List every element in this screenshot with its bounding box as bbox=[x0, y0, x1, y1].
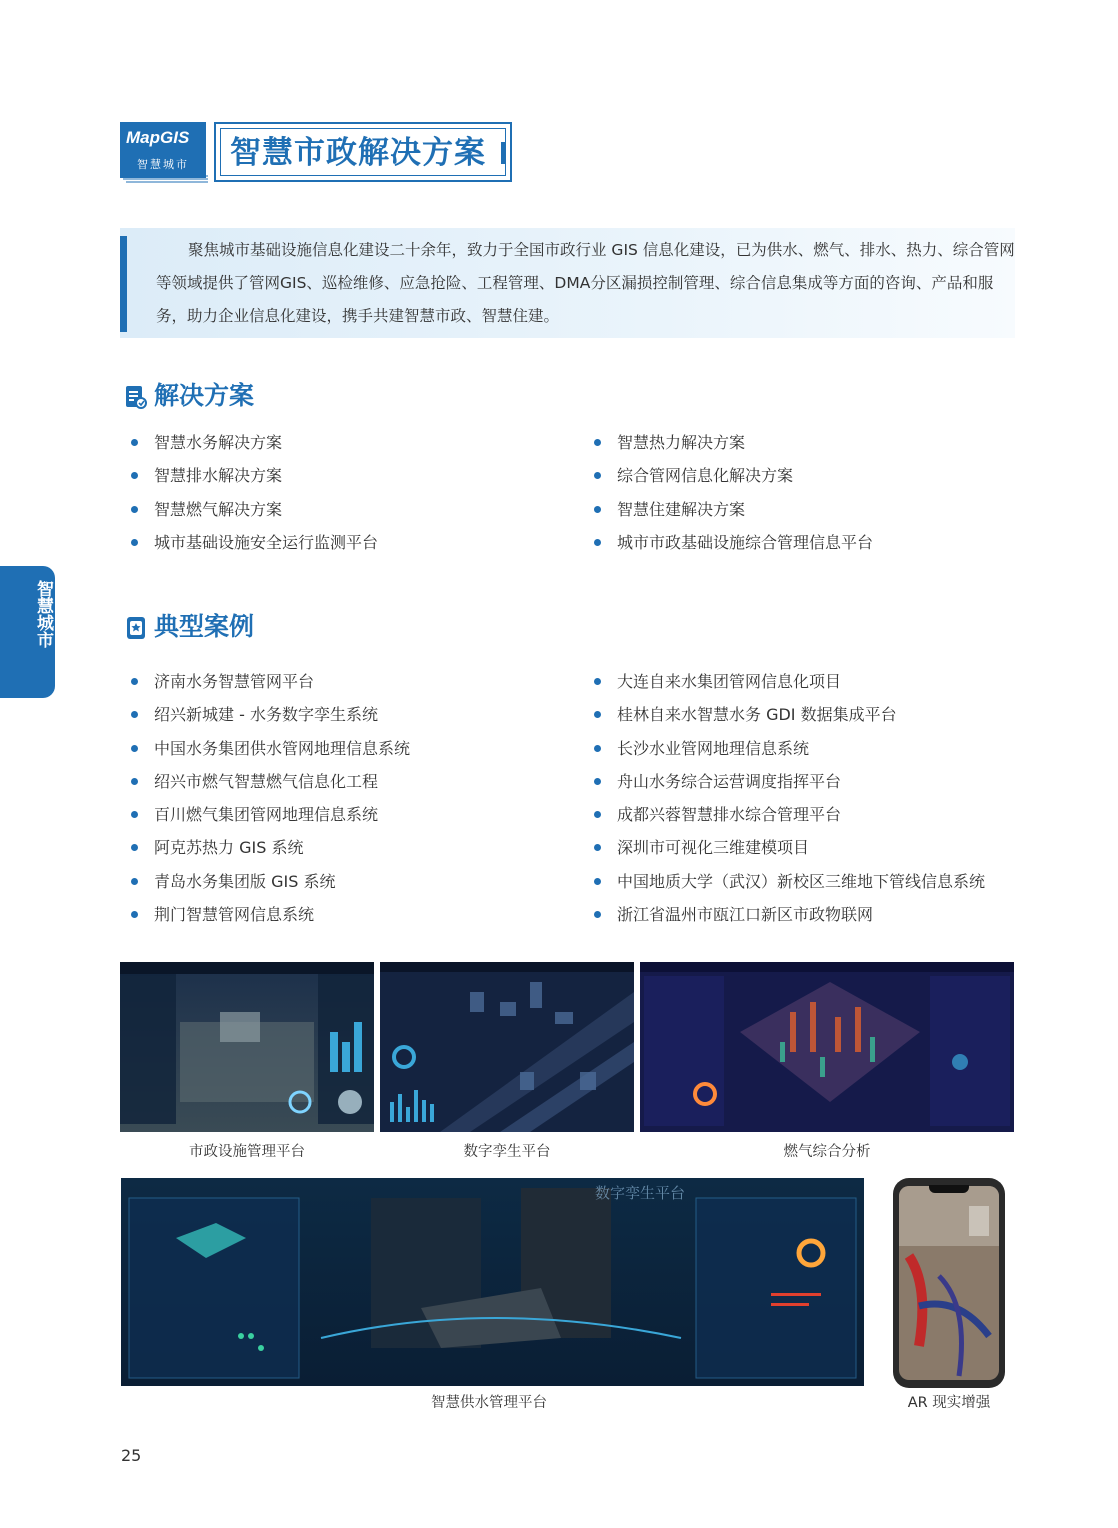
list-item: 浙江省温州市瓯江口新区市政物联网 bbox=[584, 898, 1024, 931]
side-tab bbox=[0, 566, 55, 698]
intro-text: 聚焦城市基础设施信息化建设二十余年，致力于全国市政行业 GIS 信息化建设，已为供水、燃气、排水、热力、综合管网等领域提供了管网GIS、巡检维修、应急抢险、工程管理、DMA分区漏损控制管理、综合信息集成等方面的咨询、产品和服务，助力企业信息化建设，携手共建智慧市政、智慧住建。 bbox=[156, 241, 1015, 325]
list-item: 城市市政基础设施综合管理信息平台 bbox=[584, 526, 1024, 559]
list-item: 智慧排水解决方案 bbox=[121, 459, 561, 492]
cases-heading bbox=[124, 611, 324, 645]
list-item: 智慧燃气解决方案 bbox=[121, 493, 561, 526]
list-item: 智慧热力解决方案 bbox=[584, 426, 1024, 459]
logo-text: MapGIS bbox=[126, 128, 190, 147]
list-item: 青岛水务集团版 GIS 系统 bbox=[121, 865, 561, 898]
cases-title: 典型案例 bbox=[154, 612, 255, 641]
list-item: 舟山水务综合运营调度指挥平台 bbox=[584, 765, 1024, 798]
cases-list-left bbox=[121, 665, 561, 931]
screenshot-digital-twin bbox=[380, 962, 634, 1132]
caption-ar: AR 现实增强 bbox=[907, 1395, 991, 1411]
list-item: 济南水务智慧管网平台 bbox=[121, 665, 561, 698]
list-item: 大连自来水集团管网信息化项目 bbox=[584, 665, 1024, 698]
overlay-text: 数字孪生平台 bbox=[595, 1184, 686, 1202]
solutions-list-left bbox=[121, 426, 561, 559]
intro-panel bbox=[120, 228, 1015, 338]
page-number: 25 bbox=[121, 1446, 142, 1465]
list-item: 深圳市可视化三维建模项目 bbox=[584, 831, 1024, 864]
list-item: 城市基础设施安全运行监测平台 bbox=[121, 526, 561, 559]
list-item: 中国水务集团供水管网地理信息系统 bbox=[121, 732, 561, 765]
caption-municipal-facility: 市政设施管理平台 bbox=[189, 1144, 305, 1160]
list-item: 绍兴市燃气智慧燃气信息化工程 bbox=[121, 765, 561, 798]
caption-water-supply: 智慧供水管理平台 bbox=[431, 1395, 547, 1411]
list-item: 智慧水务解决方案 bbox=[121, 426, 561, 459]
caption-gas-analysis: 燃气综合分析 bbox=[783, 1144, 871, 1160]
list-item: 荆门智慧管网信息系统 bbox=[121, 898, 561, 931]
solutions-title: 解决方案 bbox=[154, 381, 255, 410]
cases-list-right bbox=[584, 665, 1024, 931]
mapgis-logo bbox=[120, 122, 206, 178]
intro-accent-bar bbox=[120, 236, 127, 332]
page-title-box bbox=[214, 122, 512, 182]
list-item: 智慧住建解决方案 bbox=[584, 493, 1024, 526]
list-item: 桂林自来水智慧水务 GDI 数据集成平台 bbox=[584, 698, 1024, 731]
list-item: 综合管网信息化解决方案 bbox=[584, 459, 1024, 492]
list-item: 绍兴新城建 - 水务数字孪生系统 bbox=[121, 698, 561, 731]
list-item: 成都兴蓉智慧排水综合管理平台 bbox=[584, 798, 1024, 831]
star-card-icon bbox=[124, 615, 148, 641]
list-item: 阿克苏热力 GIS 系统 bbox=[121, 831, 561, 864]
ar-phone-image bbox=[893, 1178, 1005, 1388]
list-item: 百川燃气集团管网地理信息系统 bbox=[121, 798, 561, 831]
solutions-list-right bbox=[584, 426, 1024, 559]
title-marker bbox=[501, 142, 506, 164]
logo-stripes bbox=[120, 174, 210, 184]
list-item: 长沙水业管网地理信息系统 bbox=[584, 732, 1024, 765]
list-item: 中国地质大学（武汉）新校区三维地下管线信息系统 bbox=[584, 865, 1024, 898]
page-title: 智慧市政解决方案 bbox=[230, 135, 486, 171]
document-icon bbox=[124, 384, 148, 410]
caption-digital-twin: 数字孪生平台 bbox=[463, 1144, 551, 1160]
solutions-heading bbox=[124, 380, 324, 414]
side-tab-label: 智慧城市 bbox=[33, 580, 53, 648]
logo-subtitle: 智慧城市 bbox=[137, 158, 189, 171]
screenshot-water-supply bbox=[121, 1178, 864, 1386]
screenshot-gas-analysis bbox=[640, 962, 1014, 1132]
screenshot-municipal-facility bbox=[120, 962, 374, 1132]
